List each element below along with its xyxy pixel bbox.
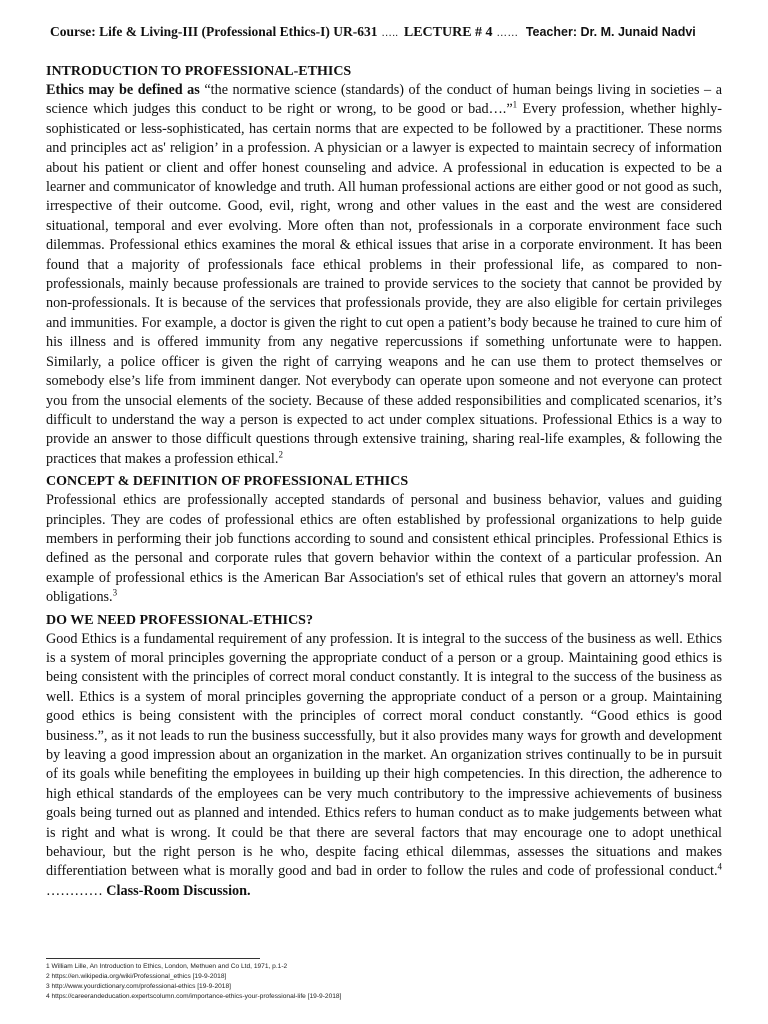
footnote-3: 3 http://www.yourdictionary.com/professional-ethics [19-9-2018] [46, 983, 231, 990]
intro-heading: INTRODUCTION TO PROFESSIONAL-ETHICS [46, 64, 352, 79]
footnote-ref-3: 3 [112, 587, 118, 598]
course-title: Course: Life & Living-III (Professional Ethics-I) UR-631 [50, 24, 378, 39]
footnote-ref-1: 1 [512, 99, 518, 110]
header-dots: …… [496, 27, 519, 39]
footnote-divider [46, 958, 260, 959]
footnote-4: 4 https://careerandeducation.expertscolumn.com/importance-ethics-your-professional-life [19-9-2018] [46, 993, 342, 1000]
footnote-1: 1 William Lille, An Introduction to Ethics, London, Methuen and Co Ltd, 1971, p.1-2 [46, 963, 288, 970]
footnotes [46, 958, 722, 1002]
intro-paragraph [46, 81, 722, 469]
footnote-2: 2 https://en.wikipedia.org/wiki/Professional_ethics [19-9-2018] [46, 973, 227, 980]
intro-text-1: “the normative science (standards) of the conduct of human beings living in societies – a science which judges this conduct to be right or wrong, to be good or bad….” [46, 82, 722, 118]
concept-text: Professional ethics are professionally accepted standards of personal and business behavior, values and guiding principles. They are codes of professional ethics are often established by professional organizations to help guide members in performing their job functions according to sound and consistent ethical principles. Professional Ethics is defined as the personal and corporate rules that govern behavior within the context of a particular profession. An example of professional ethics is the American Bar Association's set of ethical rules that govern an attorney's moral obligations. [46, 492, 722, 606]
need-paragraph [46, 630, 722, 902]
intro-lead: Ethics may be defined as [46, 82, 200, 98]
classroom-discussion: Class-Room Discussion. [106, 882, 251, 899]
concept-paragraph [46, 491, 722, 607]
teacher-name: Teacher: Dr. M. Junaid Nadvi [525, 25, 696, 39]
footnote-ref-4: 4 [717, 861, 722, 872]
closing-dots: ………… [46, 882, 107, 899]
need-heading: DO WE NEED PROFESSIONAL-ETHICS? [46, 612, 313, 628]
need-text: Good Ethics is a fundamental requirement of any profession. It is integral to the success of the business as well. Ethics is a system of moral principles governing the appropriate conduct of a person or a group. Maintaining good ethics is being consistent with the principles of correct moral conduct constantly. It is integral to the success of the business as well. Ethics is a system of moral principles governing the appropriate conduct of a person or a group. Maintaining good ethics is being consistent with the principles of correct moral conduct constantly. “Good ethics is good business.”, as it not leads to run the business successfully, but it also provides many ways for growth and development by leaving a good impression about an organization in the market. An organization strives continually to be in pursuit of its goals while benefiting the employees in building up their high competencies. In this direction, the adherence to high ethical standards of the employees can be very much contributory to the impressive achievements of business goals being turned out as planned and intended. Ethics refers to human conduct as to make judgements between what is right and what is wrong. It could be that there are several factors that may encourage one to adopt unethical behaviour, but the right person is he who, despite facing ethical dilemmas, assesses the situations and makes differentiation between what is morally good and bad in order to follow the rules and code of professional conduct. [46, 630, 722, 880]
header-dots: ….. [381, 27, 399, 39]
lecture-number: LECTURE # 4 [403, 25, 493, 40]
footnote-ref-2: 2 [278, 448, 283, 459]
intro-text-2: Every profession, whether highly-sophisticated or less-sophisticated, has certain norms that are expected to be followed by a practitioner. These norms and principles act as' religion’ in a profession. A physician or a lawyer is expected to maintain secrecy of information about his patient or client and offer honest counseling and advice. A professional in education is expected to be a learner and communicator of knowledge and truth. All human professional actions are either good or not good as such, irrespective of their outcome. Good, evil, right, wrong and other values in the east and the west are considered situational, temporal and ever evolving. More often than not, professionals in a corporate environment face such dilemmas. Professional ethics examines the moral & ethical issues that arise in a corporate environment. It has been found that a majority of professionals face ethical problems in their professional life, as compared to non-professionals, mainly because professionals are trained to provide services to the society that cannot be provided by non-professionals. It is because of the services that professionals provide, they are also eligible for certain privileges and immunities. For example, a doctor is given the right to cut open a patient’s body because he trained to cure him of his illness and is offered immunity from any negative repercussions if something unfortunate were to happen. Similarly, a police officer is given the right of carrying weapons and he can use them to protect themselves or somebody else’s life from imminent danger. Not everybody can operate upon someone and not everyone can protect you from the unsocial elements of the society. Because of these added responsibilities and complicated scenarios, it’s difficult to understand the way a person is expected to act under complex situations. Professional Ethics is a way to provide an answer to those difficult questions through extensive training, sharing real-life examples, & following the practices that makes a profession ethical. [46, 101, 722, 467]
concept-heading: CONCEPT & DEFINITION OF PROFESSIONAL ETHICS [46, 474, 409, 490]
lecture-header [50, 24, 722, 41]
